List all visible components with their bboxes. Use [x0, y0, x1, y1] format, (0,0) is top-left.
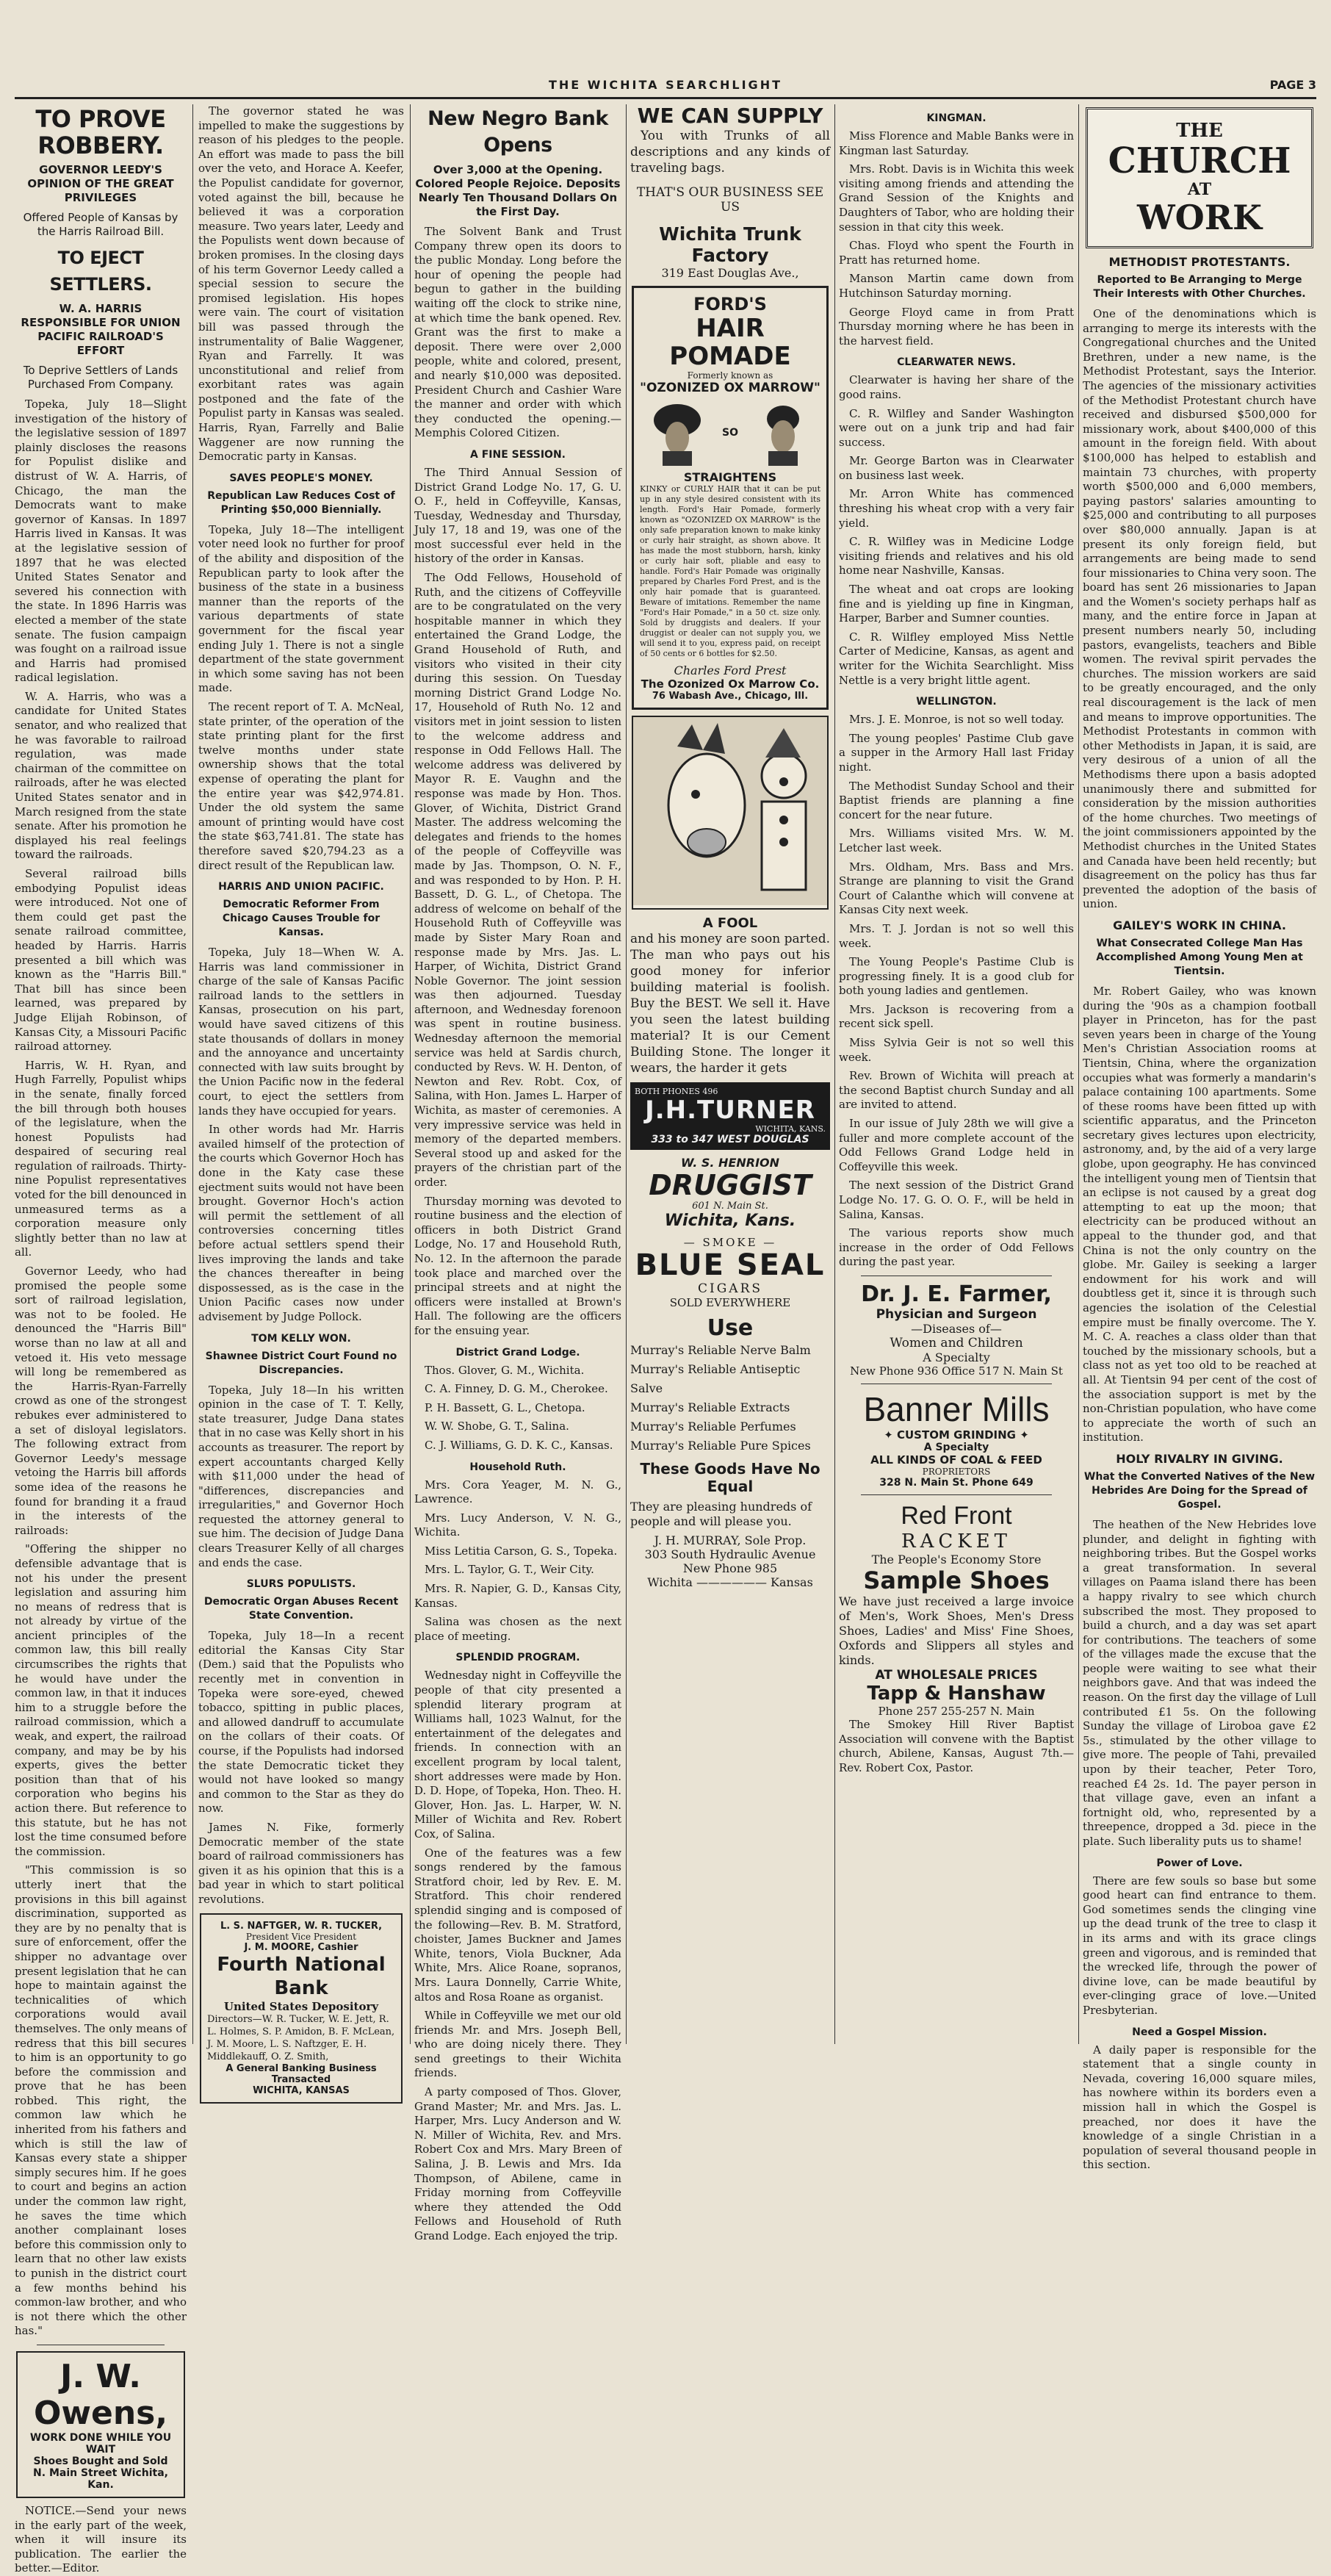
- news-item: C. R. Wilfley and Sander Washington were out on a junk trip and had fair success.: [839, 406, 1074, 449]
- bank-directors: Directors—W. R. Tucker, W. E. Jett, R. L. Holmes, S. P. Amidon, B. F. McLean, J. M. Moore, L. S. Naftzger, E. H. Middlekauff, O. Z. Smith,: [207, 2013, 395, 2062]
- banner-name: Banner Mills: [863, 1389, 1050, 1428]
- masthead-title: THE WICHITA SEARCHLIGHT: [549, 78, 782, 92]
- news-item: C. R. Wilfley was in Medicine Lodge visiting friends and relatives and his old home near Nashville, Kansas.: [839, 535, 1074, 578]
- headline: SLURS POPULISTS.: [246, 1578, 356, 1591]
- article-paragraph: A daily paper is responsible for the statement that a single county in Nevada, covering 16,000 square miles, has nowhere within its borders even a mission hall in which the Gospel is preached, nor does it have the knowledge of a single Christian in a population of several thousand people in this section.: [1083, 2043, 1316, 2172]
- news-item: The young peoples' Pastime Club gave a supper in the Armory Hall last Friday night.: [839, 731, 1074, 774]
- officer-list: [414, 1364, 621, 1453]
- racket-prices: AT WHOLESALE PRICES: [875, 1667, 1038, 1683]
- murray-prop: J. H. MURRAY, Sole Prop.: [654, 1533, 807, 1547]
- article-paragraph: Topeka, July 18—The intelligent voter need look no further for proof of the ability and disposition of the Republican party to look after the business of the state in a business manner than the reports of the various departments of state government for the fiscal year ending July 1. There is not a single department of the state government in which some saving has not been made.: [198, 522, 404, 695]
- ad-line: WORK DONE WHILE YOU WAIT: [29, 2431, 172, 2456]
- article-paragraph: A party composed of Thos. Glover, Grand Master; Mr. and Mrs. Jas. L. Harper, Mrs. Lucy Anderson and W. N. Miller of Wichita, Rev. and Mrs. Robert Cox and Mrs. Mary Breen of Salina, J. B. Lewis and Mrs. Ida Thompson, of Abilene, came in Friday morning from Coffeyville where they attended the Odd Fellows and Household of Ruth Grand Lodge. Each enjoyed the trip.: [414, 2085, 621, 2242]
- news-item: The various reports show much increase in the order of Odd Fellows during the past year.: [839, 1226, 1074, 1269]
- news-item: The Young People's Pastime Club is progressing finely. It is a good club for both young ladies and gentlemen.: [839, 955, 1074, 998]
- banner-line: ALL KINDS OF COAL & FEED: [870, 1453, 1042, 1467]
- article-paragraph: There are few souls so base but some good heart can find entrance to them. God sometimes sends the clinging vine up the dead trunk of the tree to clasp it in its arms and with its grace clings green and vigorous, and is reminded that the wrecked life, through the power of divine love, can be made beautiful by ever-clinging grace of love.—United Presbyterian.: [1083, 1874, 1316, 2017]
- henrion-druggist: DRUGGIST: [649, 1169, 812, 1201]
- article-paragraph: The Odd Fellows, Household of Ruth, and the citizens of Coffeyville are to be congratulated on the very hospitable manner in which they entertained the Grand Lodge, the Grand Household of Ruth, and visitors who visited in their city during this session. On Tuesday morning District Grand Lodge No. 17, Household of Ruth No. 12 and visitors met in joint session to listen to the welcome address and response in Odd Fellows Hall. The welcome address was delivered by Mayor R. E. Vaughn and the response was made by Hon. Thos. Glover, of Wichita, District Grand Master. The address welcoming the delegates and friends to the homes of the people of Coffeyville was made by Jas. Thompson, O. N. F., and was responded to by Hon. P. H. Bassett, D. G. L., of Chetopa. The address of welcome on behalf of the Household Ruth of Coffeyville was made by Sister Mary Roan and response made by Mrs. Jas. L. Harper, of Wichita, District Grand Noble Governor. The joint session was then adjourned. Tuesday afternoon, and Wednesday forenoon was spent in routine business. Wednesday afternoon the memorial service was held at Sardis church, conducted by Revs. W. H. Denton, of Newton and Rev. Robt. Cox, of Salina, with Hon. James L. Harper of Wichita, as master of ceremonies. A very impressive service was held in memory of the departed members. Several stood up and asked for the prayers of the christian part of the order.: [414, 571, 621, 1189]
- article-paragraph: The Third Annual Session of District Grand Lodge No. 17, G. U. O. F., held in Coffeyville, Kansas, Tuesday, Wednesday and Thursday, July 17, 18 and 19, was one of the most successful ever held in the history of the order in Kansas.: [414, 465, 621, 566]
- racket-subtitle: RACKET: [901, 1530, 1011, 1553]
- headline-eject-settlers: TO EJECT SETTLERS.: [49, 248, 152, 295]
- column-rule: [1078, 104, 1079, 2044]
- news-item: In our issue of July 28th we will give a fuller and more complete account of the Odd Fellows Grand Lodge held in Coffeyville this week.: [839, 1117, 1074, 1173]
- deck: Offered People of Kansas by the Harris Railroad Bill.: [23, 211, 178, 238]
- farmer-line: Women and Children: [890, 1335, 1023, 1350]
- news-item: Miss Sylvia Geir is not so well this week.: [839, 1036, 1074, 1064]
- bank-officers: L. S. NAFTGER, W. R. TUCKER,: [220, 1920, 383, 1932]
- headline-negro-bank: New Negro Bank Opens: [428, 107, 608, 156]
- farmer-name: Dr. J. E. Farmer,: [861, 1281, 1052, 1307]
- turner-city: WICHITA, KANS.: [755, 1124, 826, 1134]
- pomade-so: SO: [721, 427, 738, 439]
- news-item: Mrs. Jackson is recovering from a recent sick spell.: [839, 1002, 1074, 1031]
- deck: Republican Law Reduces Cost of Printing $50,000 Biennially.: [207, 489, 395, 516]
- murray-please: They are pleasing hundreds of people and will please you.: [630, 1500, 812, 1528]
- pomade-body: KINKY or CURLY HAIR that it can be put up in any style desired consistent with its length. Ford's Hair Pomade, formerly known as "OZONIZED OX MARROW" is the only safe preparation known to make kinky or curly hair straight, as shown above. It has made the most stubborn, harsh, kinky or curly hair soft, pliable and easy to handle. Ford's Hair Pomade was originally prepared by Charles Ford Prest, and is the only hair pomade that is guaranteed. Beware of imitations. Remember the name "Ford's Hair Pomade," in a 50 ct. size only. Sold by druggists and dealers. If your druggist or dealer can not supply you, we will send it to you, express paid, on receipt of 50 cents or 6 bottles for $2.50.: [640, 484, 820, 658]
- deck: What the Converted Natives of the New Hebrides Are Doing for the Spread of Gospel.: [1083, 1470, 1316, 1511]
- headline: HOLY RIVALRY IN GIVING.: [1116, 1451, 1283, 1466]
- farmer-title: Physician and Surgeon: [876, 1306, 1037, 1322]
- pomade-brand: FORD'S: [693, 294, 767, 314]
- article-paragraph: Several railroad bills embodying Populist ideas were introduced. Not one of them could get past the senate railroad committee, headed by Harris. Harris presented a bill which was known as the "Harris Bill." That bill has since been learned, was prepared by Judge Elijah Robinson, of Kansas City, a Missouri Pacific railroad attorney.: [15, 867, 187, 1054]
- logo-word: CHURCH: [1108, 140, 1291, 181]
- red-front-ad: [839, 1501, 1074, 1718]
- farmer-phone: New Phone 936 Office 517 N. Main St: [850, 1364, 1063, 1378]
- trunk-ad-body: You with Trunks of all descriptions and any kinds of traveling bags.: [630, 129, 830, 176]
- column-rule: [410, 104, 411, 2044]
- church-at-work-logo: [1086, 107, 1313, 248]
- turner-name: J.H.TURNER: [645, 1095, 815, 1125]
- bank-city: WICHITA, KANSAS: [253, 2084, 350, 2096]
- banner-mills-ad: [839, 1390, 1074, 1489]
- column-6: [1083, 104, 1316, 2172]
- racket-tagline: The People's Economy Store: [871, 1552, 1042, 1566]
- news-item: Mrs. Oldham, Mrs. Bass and Mrs. Strange are planning to visit the Grand Court of Calanthe which will convene at Kansas City next week.: [839, 860, 1074, 917]
- turner-ad: [630, 1082, 830, 1150]
- news-item: Mrs. Williams visited Mrs. W. M. Letcher last week.: [839, 827, 1074, 855]
- article-paragraph: One of the features was a few songs rendered by the famous Stratford choir, led by Rev. E. M. Stratford. This choir rendered splendid singing and is composed of the following—Rev. B. M. Stratford, choister, James Buckner and James White, tenors, Viola Buckner, Ada White, Mrs. Alice Roane, sopranos, Mrs. Laura Donnelly, Carrie White, altos and Rosa Roane as organist.: [414, 1846, 621, 2004]
- masthead: [15, 78, 1316, 99]
- turner-phones: BOTH PHONES 496: [635, 1087, 718, 1096]
- murray-list: [630, 1341, 830, 1456]
- officer-line: Mrs. Cora Yeager, M. N. G., Lawrence.: [414, 1478, 621, 1506]
- headline: SAVES PEOPLE'S MONEY.: [229, 472, 373, 484]
- ad-title: J. W. Owens,: [33, 2357, 168, 2432]
- news-item: The next session of the District Grand Lodge No. 17. G. O. O. F., will be held in Salina, Kansas.: [839, 1179, 1074, 1221]
- news-item: George Floyd came in from Pratt Thursday morning where he has been in the harvest field.: [839, 305, 1074, 348]
- subheading: Need a Gospel Mission.: [1132, 2026, 1267, 2038]
- officer-line: C. A. Finney, D. G. M., Cherokee.: [425, 1382, 608, 1396]
- trunk-ad-tag: THAT'S OUR BUSINESS SEE US: [636, 185, 824, 215]
- racket-phone: Phone 257 255-257 N. Main: [878, 1704, 1035, 1718]
- headline: HARRIS AND UNION PACIFIC.: [218, 881, 384, 893]
- trunk-ad-title: WE CAN SUPPLY: [637, 104, 823, 128]
- deck: W. A. HARRIS RESPONSIBLE FOR UNION PACIFIC RAILROAD'S EFFORT: [21, 302, 181, 357]
- cigars-label: CIGARS: [697, 1281, 763, 1296]
- news-item: Manson Martin came down from Hutchinson Saturday morning.: [839, 272, 1074, 300]
- bank-depository: United States Depository: [223, 1999, 379, 2013]
- article-paragraph: James N. Fike, formerly Democratic member of the state board of railroad commissioners has given it as his opinion that this is a bad year in which to start political revolutions.: [198, 1820, 404, 1906]
- deck: What Consecrated College Man Has Accomplished Among Young Men at Tientsin.: [1096, 937, 1303, 977]
- news-item: C. R. Wilfley employed Miss Nettle Carter of Medicine, Kansas, as agent and writer for the Wichita Searchlight. Miss Nettle is a very bright little agent.: [839, 630, 1074, 687]
- article-paragraph: Salina was chosen as the next place of meeting.: [414, 1615, 621, 1643]
- article-paragraph: Governor Leedy, who had promised the people some sort of railroad legislation, was not to be fooled. He denounced the "Harris Bill" worse than no law at all and vetoed it. His veto message will long be remembered as the Harris-Ryan-Farrelly crowd as one of the strongest rebukes ever administered to a set of disloyal legislators. The following extract from Governor Leedy's message vetoing the Harris bill affords some idea of the reasons he found for branding it a fraud in the interests of the railroads:: [15, 1264, 187, 1537]
- murray-product: Murray's Reliable Pure Spices: [630, 1439, 811, 1453]
- column-rule: [834, 104, 835, 2044]
- bank-name: Fourth National Bank: [217, 1953, 386, 1999]
- bank-ad: [200, 1913, 403, 2104]
- article-paragraph: W. A. Harris, who was a candidate for United States senator, and who realized that he was favorable to railroad regulation, was made chairman of the committee on railroads, after he was elected United States senator and in March resigned from the state senate. After his promotion he displayed his real feelings toward the railroads.: [15, 689, 187, 862]
- officer-line: C. J. Williams, G. D. K. C., Kansas.: [425, 1438, 613, 1452]
- news-item: The Smokey Hill River Baptist Association will convene with the Baptist church, Abilene, Kansas, August 7th.—Rev. Robert Cox, Pastor.: [839, 1717, 1074, 1774]
- murray-phone: New Phone 985: [682, 1561, 778, 1575]
- farmer-ad: [839, 1282, 1074, 1378]
- pomade-straightens: STRAIGHTENS: [683, 470, 777, 484]
- fool-body: and his money are soon parted. The man who pays out his good money for inferior building material is foolish. Buy the BEST. We sell it. Have you seen the latest building material? It is our Cement Building Stone. The longer it wears, the harder it gets: [630, 932, 830, 1076]
- henrion-address: 601 N. Main St.: [692, 1201, 768, 1212]
- bank-footer: A General Banking Business Transacted: [226, 2062, 377, 2085]
- henrion-name: W. S. HENRION: [680, 1156, 780, 1170]
- turner-address: 333 to 347 WEST DOUGLAS: [651, 1134, 809, 1145]
- page-number: PAGE 3: [1269, 78, 1316, 92]
- pomade-signature: Charles Ford Prest: [674, 663, 787, 677]
- officer-line: Mrs. Lucy Anderson, V. N. G., Wichita.: [414, 1511, 621, 1539]
- smoke-label: — SMOKE —: [683, 1236, 777, 1249]
- murray-ad: [630, 1315, 830, 1589]
- news-item: Clearwater is having her share of the good rains.: [839, 373, 1074, 401]
- subheading: Power of Love.: [1156, 1857, 1243, 1869]
- woman-portrait-icon: [754, 400, 812, 466]
- murray-city: Wichita —————— Kansas: [647, 1575, 813, 1589]
- headline: WELLINGTON.: [916, 696, 997, 708]
- logo-word: AT: [1187, 180, 1212, 199]
- subheading: Household Ruth.: [469, 1461, 566, 1473]
- headline: A FINE SESSION.: [470, 448, 566, 461]
- deck: Over 3,000 at the Opening. Colored People Rejoice. Deposits Nearly Ten Thousand Dollars On the First Day.: [415, 163, 621, 218]
- subheading: District Grand Lodge.: [455, 1346, 580, 1359]
- article-paragraph: Wednesday night in Coffeyville the people of that city presented a splendid literary program at Williams hall, 1023 Walnut, for the entertainment of the delegates and friends. In connection with an excellent program by local talent, short addresses were made by Hon. D. D. Hope, of Topeka, Hon. Theo. H. Glover, Hon. Jas. L. Harper, W. N. Miller of Wichita and Rev. Robert Cox, of Salina.: [414, 1669, 621, 1841]
- news-item: The wheat and oat crops are looking fine and is yielding up fine in Kingman, Harper, Barber and Sumner counties.: [839, 583, 1074, 625]
- banner-line: 328 N. Main St. Phone 649: [879, 1476, 1034, 1489]
- henrion-city: Wichita, Kans.: [664, 1212, 796, 1230]
- pomade-company: The Ozonized Ox Marrow Co.: [641, 677, 820, 691]
- cartoon-illustration: [632, 716, 829, 910]
- farmer-line: A Specialty: [923, 1350, 990, 1364]
- deck: To Deprive Settlers of Lands Purchased From Company.: [23, 364, 178, 391]
- owens-ad: [16, 2351, 185, 2498]
- headline: KINGMAN.: [926, 112, 986, 124]
- column-rule: [192, 104, 193, 2044]
- murray-product: Murray's Reliable Antiseptic Salve: [630, 1362, 801, 1395]
- news-item: Rev. Brown of Wichita will preach at the second Baptist church Sunday and all are invited to attend.: [839, 1069, 1074, 1112]
- use-label: Use: [707, 1315, 754, 1341]
- banner-line: ✦ CUSTOM GRINDING ✦: [884, 1428, 1029, 1442]
- article-paragraph: Harris, W. H. Ryan, and Hugh Farrelly, Populist whips in the senate, finally forced the bill through both houses of the legislature, when the honest Populists had despaired of securing real regulation of railroads. Thirty-nine Populist representatives voted for the bill denounced in unmeasured terms as a corporation measure only slightly better than no law at all.: [15, 1058, 187, 1259]
- notice: NOTICE.—Send your news in the early part of the week, when it will insure its publication. The earlier the better.—Editor.: [15, 2503, 187, 2575]
- ad-line: Shoes Bought and Sold: [33, 2455, 168, 2467]
- deck: Reported to Be Arranging to Merge Their Interests with Other Churches.: [1093, 274, 1306, 300]
- logo-word: THE: [1176, 120, 1223, 142]
- farmer-line: —Diseases of—: [911, 1321, 1002, 1336]
- donkey-clown-cartoon-icon: [633, 717, 827, 905]
- news-item: Mrs. J. E. Monroe, is not so well today.: [849, 713, 1064, 727]
- news-item: Mr. Arron White has commenced threshing his wheat crop with a very fair yield.: [839, 487, 1074, 530]
- pomade-ad: [632, 286, 829, 710]
- sold-everywhere: SOLD EVERYWHERE: [669, 1296, 791, 1309]
- article-paragraph: Mr. Robert Gailey, who was known during the '90s as a champion football player in Princeton, has for the past seven years been in charge of the Young Men's Christian Association rooms at Tientsin, China, where the organization occupies what was formerly a mandarin's palace containing 100 apartments. Some of these rooms have been fitted up with scientific apparatus, and the Princeton secretary gives lectures upon electricity, astronomy, and, by the aid of a very large globe, upon geography. He has convinced the intelligent young men of Tientsin that an eclipse is not caused by a great dog attempting to eat up the moon; that electricity can be produced without an appeal to the thunder god, and that China is not the only country on the globe. Mr. Gailey is seeking a larger endowment for his work and will doubtless get it, since it is through such agencies the isolation of the Celestial empire must be finally overcome. The Y. M. C. A. reaches a class older than that touched by the missionary schools, but a class not as yet too old to be reached at all. At Tientsin 94 per cent of the cost of the association support is met by the non-Christian population, who have come to appreciate the worth of such an institution.: [1083, 984, 1316, 1444]
- racket-shoes: Sample Shoes: [863, 1566, 1050, 1594]
- article-paragraph: Topeka, July 18—In a recent editorial the Kansas City Star (Dem.) said that the Populists who recently met in convention in Topeka were sore-eyed, chewed tobacco, spitting in public places, and allowed dandruff to accumulate on the collars of their coats. Of course, if the Populists had indorsed the state Democratic ticket they would not have looked so mangy and common to the Star as they do now.: [198, 1629, 404, 1816]
- article-paragraph: Topeka, July 18—In his written opinion in the case of T. T. Kelly, state treasurer, Judge Dana states that in no case was Kelly short in his accounts as treasurer. The report by expert accountants charged Kelly with $11,000 under the head of "differences, discrepancies and irregularities," and Governor Hoch requested the attorney general to sue him. The decision of Judge Dana clears Treasurer Kelly of all charges and ends the case.: [198, 1383, 404, 1569]
- article-paragraph: One of the denominations which is arranging to merge its interests with the Congregational churches and the United Brethren, under a new name, is the Methodist Protestant, says the Interior. The agencies of the missionary activities of the Methodist Protestant church have received and disbursed $500,000 for missionary work, about $400,000 of this amount in the foreign field. With about $100,000 has helped to establish and maintain 73 churches, with property worth $500,000 and 6,000 members, paying pastors' salaries amounting to $25,000 and contributing to all purposes over $80,000 annually. Japan is at present its only foreign field, but arrangements are being made to send four missionaries to China very soon. The board has sent 26 missionaries to Japan and the Women's society perhaps half as many, and the entire force in Japan at present numbers nearly 50, including pastors, evangelists, teachers and Bible women. The revival spirit pervades the churches. The mission workers are said to be greatly encouraged, and the only real discouragement is the lack of men and means to improve opportunities. The Methodist Protestants in common with other Methodists in Japan, it is said, are very desirous of a union of all the Methodisms there upon a basis adopted unanimously there and submitted for consideration by the mission authorities of the home churches. Two meetings of the joint commissioners appointed by the Methodist churches in the United States and Canada have been held recently; but disagreement on the policy has thus far prevented the adoption of the basis of union.: [1083, 307, 1316, 911]
- article-paragraph: In other words had Mr. Harris availed himself of the protection of the courts which Governor Hoch has done in the Katy case these ejectment suits would not have been brought. Governor Hoch's action will permit the settlement of all controversies concerning titles before actual settlers spend their lives improving the lands and take the chances thereafter in being dispossessed, as is the case in the Union Pacific cases now under advisement by Judge Pollock.: [198, 1123, 404, 1323]
- headline: METHODIST PROTESTANTS.: [1108, 255, 1291, 269]
- blue-seal-ad: [630, 1236, 830, 1309]
- racket-owner: Tapp & Hanshaw: [867, 1682, 1046, 1705]
- officer-line: Miss Letitia Carson, G. S., Topeka.: [425, 1544, 618, 1558]
- no-equal: These Goods Have No Equal: [640, 1460, 820, 1495]
- article-paragraph: Topeka, July 18—Slight investigation of the history of the legislative session of 1897 plainly discloses the reasons for Populist dislike and distrust of W. A. Harris, of Chicago, the man the Democrats want to make governor of Kansas. In 1897 Harris lived in Kansas. It was at the legislative session of 1897 that he was elected United States Senator and severed his connection with the state. In 1896 Harris was elected a member of the state senate. The fusion campaign was fought on a railroad issue and Harris had promised radical legislation.: [15, 397, 187, 685]
- officer-line: W. W. Shobe, G. T., Salina.: [425, 1420, 569, 1433]
- column-5: [839, 104, 1074, 2044]
- news-item: Miss Florence and Mable Banks were in Kingman last Saturday.: [839, 129, 1074, 157]
- column-2: [198, 104, 404, 2096]
- bank-cashier: J. M. MOORE, Cashier: [244, 1941, 358, 1953]
- deck: Shawnee District Court Found no Discrepancies.: [205, 1350, 397, 1376]
- trunk-ad-address: 319 East Douglas Ave.,: [661, 266, 799, 280]
- article-paragraph: "This commission is so utterly inert that the provisions in this bill against discrimination, supported as they are by no penalty that is sure of enforcement, offer the shipper no advantage over present legislation that he can hope to maintain against the technicalities of which corporations would avail themselves. The only means of redress that this bill secures to him is an opportunity to go before the commission and prove that he has been robbed. This right, the common law which he inherited from his fathers and which is still the law of Kansas every state a shipper simply secures him. If he goes to court and begins an action under the common law right, he saves the time which another complainant loses before this commission only to learn that no other law exists to punish in the district court a few months behind his common-law brother, and who is not there which the other has.": [15, 1863, 187, 2338]
- headline: GAILEY'S WORK IN CHINA.: [1113, 918, 1286, 932]
- article-paragraph: Topeka, July 18—When W. A. Harris was land commissioner in charge of the sale of Kansas Pacific railroad lands to the settlers in Kansas, prosecution on his part, would have saved citizens of this state thousands of dollars in money and the annoyance and uncertainty connected with law suits brought by the Union Pacific now in the federal court, to eject the settlers from lands they have occupied for years.: [198, 946, 404, 1118]
- article-paragraph: "Offering the shipper no defensible advantage that is not his under the present legislation and assuring him no means of redress that is not already by virtue of the ancient principles of the common law, this bill really circumscribes the rights that he would have under the common law, in that it induces him to a struggle before the railroad commission, which a weak, and expert, the railroad company, and may be by his experts, gives the better position than that of his corporation who begins his action there. But reference to this statute, but he has not lost the time consumed before the commission.: [15, 1542, 187, 1858]
- officer-line: Mrs. L. Taylor, G. T., Weir City.: [425, 1563, 594, 1577]
- officer-list: [414, 1478, 621, 1611]
- fool-heading: A FOOL: [702, 915, 758, 931]
- woman-portrait-icon: [648, 400, 707, 466]
- headline: CLEARWATER NEWS.: [897, 356, 1016, 369]
- headline: TOM KELLY WON.: [251, 1332, 351, 1345]
- pomade-address: 76 Wabash Ave., Chicago, Ill.: [652, 691, 809, 702]
- murray-product: Murray's Reliable Nerve Balm: [630, 1343, 811, 1357]
- column-3: [414, 104, 621, 2242]
- banner-line: A Specialty: [923, 1441, 989, 1453]
- article-paragraph: Thursday morning was devoted to routine business and the election of officers in both District Grand Lodge, No. 17 and Household Ruth, No. 12. In the afternoon the parade took place and marched over the principal streets and at night the officers were installed at Brown's Hall. The following are the officers for the ensuing year.: [414, 1194, 621, 1337]
- column-1: [15, 104, 187, 2575]
- headline: SPLENDID PROGRAM.: [455, 1652, 580, 1664]
- article-paragraph: While in Coffeyville we met our old friends Mr. and Mrs. Joseph Bell, who are doing nicely there. They send greetings to their Wichita friends.: [414, 2009, 621, 2080]
- headline-prove-robbery: TO PROVE ROBBERY.: [35, 105, 166, 159]
- divider: [861, 1494, 1052, 1495]
- pomade-former-name: "OZONIZED OX MARROW": [640, 381, 820, 395]
- news-item: Chas. Floyd who spent the Fourth in Pratt has returned home.: [839, 239, 1074, 267]
- henrion-ad: [630, 1156, 830, 1230]
- article-paragraph: The heathen of the New Hebrides love plunder, and delight in fighting with neighboring tribes. But the Gospel works a great transformation. In several villages on Paama island there has been a happy rivalry to see which church subscribed the most. They proposed to build a church, and a day was set apart for contributions. The teachers of some of the villages made the excuse that the people were waiting to see what their neighbors gave. And that was indeed the reason. On the first day the village of Lull contributed £1 5s. On the following Sunday the village of Liroboa gave £2 5s., stimulated by the other village to give more. The people of Tahi, prevailed upon by their teacher, Peter Toro, reached £4 2s. 1d. The payer person in that village gave, even an infant a fortnight old, who, represented by a threepence, dropped a 3d. piece in the plate. Such liberality puts us to shame!: [1083, 1517, 1316, 1848]
- deck: GOVERNOR LEEDY'S OPINION OF THE GREAT PRIVILEGES: [27, 163, 174, 204]
- deck: Democratic Organ Abuses Recent State Convention.: [203, 1596, 399, 1622]
- pomade-product: HAIR POMADE: [669, 314, 791, 371]
- trunk-ad-name: Wichita Trunk Factory: [659, 223, 801, 266]
- officer-line: Thos. Glover, G. M., Wichita.: [425, 1363, 585, 1377]
- racket-title: Red Front: [901, 1501, 1012, 1530]
- pomade-formerly: Formerly known as: [687, 370, 773, 381]
- news-item: The Methodist Sunday School and their Baptist friends are planning a fine concert for the near future.: [839, 779, 1074, 821]
- column-rule: [626, 104, 627, 2044]
- officer-line: Mrs. R. Napier, G. D., Kansas City, Kansas.: [414, 1582, 621, 1610]
- news-item: Mrs. T. J. Jordan is not so well this week.: [839, 921, 1074, 950]
- column-4: [630, 104, 830, 2044]
- murray-product: Murray's Reliable Perfumes: [630, 1420, 796, 1433]
- banner-line: PROPRIETORS: [922, 1466, 991, 1477]
- news-item: Mr. George Barton was in Clearwater on business last week.: [839, 454, 1074, 482]
- ad-line: N. Main Street Wichita, Kan.: [33, 2467, 168, 2491]
- article-paragraph: The recent report of T. A. McNeal, state printer, of the operation of the state printing plant for the first twelve months under state ownership shows that the total expense of operating the plant for the entire year was $42,974.81. Under the old system the same amount of printing would have cost the state $63,741.81. The state has therefore saved $20,794.23 as a direct result of the Republican law.: [198, 699, 404, 872]
- news-item: Mrs. Robt. Davis is in Wichita this week visiting among friends and attending the Grand Session of the Knights and Daughters of Tabor, who are holding their session in that city this week.: [839, 162, 1074, 234]
- bank-titles: President Vice President: [245, 1931, 357, 1942]
- deck: Democratic Reformer From Chicago Causes Trouble for Kansas.: [222, 899, 380, 939]
- murray-product: Murray's Reliable Extracts: [630, 1400, 790, 1414]
- racket-body: We have just received a large invoice of Men's, Work Shoes, Men's Dress Shoes, Ladies' and Miss' Fine Shoes, Oxfords and Slippers all styles and kinds.: [839, 1594, 1074, 1667]
- article-paragraph: The governor stated he was impelled to make the suggestions by reason of his pledges to the people. An effort was made to pass the bill over the veto, and Horace A. Keefer, the Populist candidate for governor, voted against the bill, because he believed it was a corporation measure. Two years later, Leedy and the Populists went down because of broken promises. In the closing days of his term Governor Leedy called a special session to secure the promised legislation. His hopes were vain. The court of visitation bill was passed through the instrumentality of Balie Waggener, Ryan and Farrelly. It was unconstitutional and relief from exorbitant rates was again postponed and the fate of the Populist party in Kansas was sealed. Harris, Ryan, Farrelly and Balie Waggener are now running the Democratic party in Kansas.: [198, 104, 404, 464]
- article-paragraph: The Solvent Bank and Trust Company threw open its doors to the public Monday. Long before the hour of opening the people had begun to gather in the building waiting off the clock to strike nine, at which time the bank opened. Rev. Grant was the first to make a deposit. There were over 2,000 people, white and colored, present, and nearly $10,000 was deposited. President Church and Cashier Ware the manner and order with which they conducted the opening.—Memphis Colored Citizen.: [414, 225, 621, 440]
- pomade-portraits: [640, 400, 820, 466]
- blue-seal-brand: BLUE SEAL: [635, 1248, 826, 1282]
- murray-address: 303 South Hydraulic Avenue: [644, 1547, 816, 1561]
- officer-line: P. H. Bassett, G. L., Chetopa.: [425, 1400, 585, 1414]
- logo-word: WORK: [1137, 198, 1262, 237]
